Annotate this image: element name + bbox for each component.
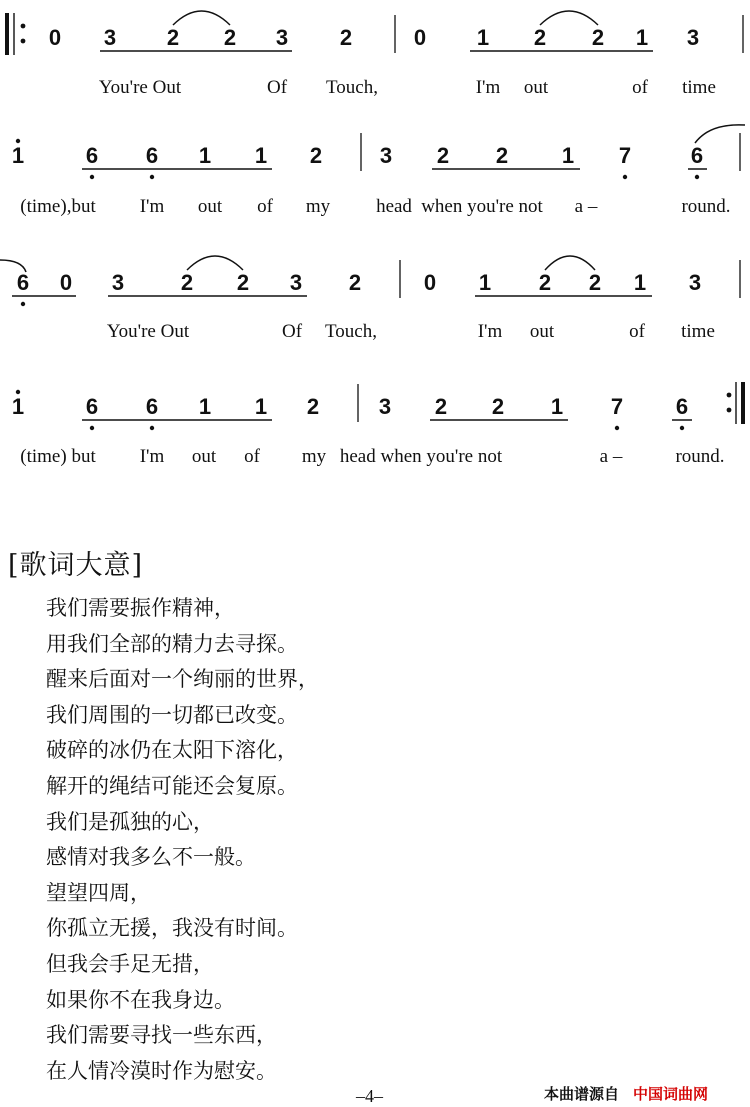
lyric-word: You're Out: [106, 321, 190, 342]
lyric-line: 如果你不在我身边。: [46, 987, 235, 1012]
lyric-word: of: [244, 446, 260, 467]
note-digit: 1: [635, 25, 649, 50]
low-octave-dot: [90, 426, 94, 430]
lyric-line: 我们需要寻找一些东西，: [46, 1023, 277, 1048]
note-digit: 0: [423, 270, 437, 295]
lyric-word: I'm: [477, 321, 503, 342]
lyric-word: out: [197, 196, 223, 217]
lyric-line: 醒来后面对一个绚丽的世界，: [46, 667, 319, 692]
note-digit: 1: [478, 270, 492, 295]
note-digit: 2: [538, 270, 552, 295]
lyric-word: Of: [281, 321, 303, 342]
note-digit: 1: [561, 143, 575, 168]
lyric-word: round.: [681, 196, 731, 217]
repeat-dot: [727, 393, 732, 398]
note-digit: 1: [476, 25, 490, 50]
slur-arc: [540, 11, 598, 25]
low-octave-dot: [615, 426, 619, 430]
note-digit: 7: [618, 143, 632, 168]
lyric-word: out: [523, 77, 549, 98]
note-digit: 6: [145, 143, 159, 168]
note-digit: 2: [166, 25, 180, 50]
slur-arc: [545, 256, 595, 270]
note-digit: 6: [85, 394, 99, 419]
lyric-word: Touch,: [326, 77, 378, 98]
source-credit: [544, 1083, 708, 1104]
lyric-word: I'm: [139, 196, 165, 217]
note-digit: 6: [690, 143, 704, 168]
note-digit: 2: [436, 143, 450, 168]
note-digit: 0: [48, 25, 62, 50]
note-digit: 0: [413, 25, 427, 50]
lyric-word: Touch,: [325, 321, 377, 342]
note-digit: 3: [275, 25, 289, 50]
low-octave-dot: [150, 426, 154, 430]
note-digit: 6: [16, 270, 30, 295]
note-digit: 2: [491, 394, 505, 419]
note-digit: 2: [309, 143, 323, 168]
lyric-word: when you're not: [421, 196, 543, 217]
source-brand: 中国词曲网: [633, 1085, 709, 1103]
lyric-word: out: [529, 321, 555, 342]
slur-arc: [187, 256, 243, 270]
numbered-musical-score: [0, 0, 750, 520]
lyric-word: my: [305, 196, 331, 217]
note-digit: 7: [610, 394, 624, 419]
note-digit: 2: [434, 394, 448, 419]
high-octave-dot: [16, 390, 20, 394]
note-digit: 1: [254, 143, 268, 168]
tie-arc: [695, 125, 745, 143]
low-octave-dot: [150, 175, 154, 179]
note-digit: 3: [379, 143, 393, 168]
lyric-word: I'm: [139, 446, 165, 467]
lyrics-meaning-lines: [46, 591, 319, 1089]
lyric-line: 望望四周，: [46, 880, 151, 905]
lyric-line: 在人情冷漠时作为慰安。: [46, 1058, 277, 1083]
note-digit: 2: [348, 270, 362, 295]
lyric-word: head when you're not: [339, 446, 503, 467]
lyric-word: (time) but: [20, 446, 96, 467]
note-digit: 3: [688, 270, 702, 295]
note-digit: 3: [289, 270, 303, 295]
high-octave-dot: [16, 139, 20, 143]
lyric-word: (time),but: [20, 196, 96, 217]
lyrics-meaning-title: [歌词大意]: [8, 550, 144, 581]
lyric-word: of: [632, 77, 648, 98]
lyric-line: 我们周围的一切都已改变。: [46, 702, 298, 727]
note-digit: 2: [180, 270, 194, 295]
source-label: 本曲谱源自: [544, 1085, 620, 1103]
lyric-word: round.: [675, 446, 725, 467]
note-digit: 2: [223, 25, 237, 50]
note-digit: 2: [306, 394, 320, 419]
lyric-word: out: [191, 446, 217, 467]
note-digit: 2: [236, 270, 250, 295]
lyric-word: a –: [574, 196, 598, 217]
score-notation: [0, 0, 750, 520]
low-octave-dot: [90, 175, 94, 179]
note-digit: 2: [339, 25, 353, 50]
low-octave-dot: [623, 175, 627, 179]
note-digit: 1: [11, 394, 25, 419]
low-octave-dot: [21, 302, 25, 306]
note-digit: 6: [85, 143, 99, 168]
note-digit: 3: [111, 270, 125, 295]
repeat-dot: [727, 408, 732, 413]
lyric-line: 我们是孤独的心，: [46, 809, 214, 834]
slur-arc: [173, 11, 230, 25]
note-digit: 3: [103, 25, 117, 50]
lyric-line: 解开的绳结可能还会复原。: [46, 773, 298, 798]
low-octave-dot: [680, 426, 684, 430]
low-octave-dot: [695, 175, 699, 179]
lyric-word: I'm: [475, 77, 501, 98]
lyric-line: 我们需要振作精神，: [46, 596, 235, 620]
note-digit: 6: [145, 394, 159, 419]
lyric-line: 但我会手足无措，: [46, 951, 214, 976]
lyric-line: 破碎的冰仍在太阳下溶化，: [46, 738, 298, 763]
lyric-line: 感情对我多么不一般。: [46, 845, 256, 870]
lyric-word: of: [257, 196, 273, 217]
note-digit: 6: [675, 394, 689, 419]
note-digit: 1: [550, 394, 564, 419]
repeat-dot: [21, 24, 26, 29]
note-digit: 0: [59, 270, 73, 295]
note-digit: 1: [198, 394, 212, 419]
lyric-word: a –: [599, 446, 623, 467]
page-number: –4–: [356, 1086, 383, 1106]
lyric-word: my: [301, 446, 327, 467]
lyric-word: You're Out: [98, 77, 182, 98]
note-digit: 1: [198, 143, 212, 168]
note-digit: 3: [686, 25, 700, 50]
note-digit: 2: [588, 270, 602, 295]
note-digit: 2: [591, 25, 605, 50]
lyric-word: Of: [266, 77, 288, 98]
lyric-line: 用我们全部的精力去寻探。: [46, 631, 298, 656]
lyric-word: of: [629, 321, 645, 342]
lyric-word: time: [682, 77, 716, 98]
note-digit: 2: [495, 143, 509, 168]
note-digit: 1: [633, 270, 647, 295]
lyric-word: head: [376, 196, 412, 217]
repeat-dot: [21, 39, 26, 44]
lyric-line: 你孤立无援，我没有时间。: [46, 916, 298, 941]
note-digit: 1: [11, 143, 25, 168]
note-digit: 2: [533, 25, 547, 50]
lyric-word: time: [681, 321, 715, 342]
note-digit: 3: [378, 394, 392, 419]
note-digit: 1: [254, 394, 268, 419]
